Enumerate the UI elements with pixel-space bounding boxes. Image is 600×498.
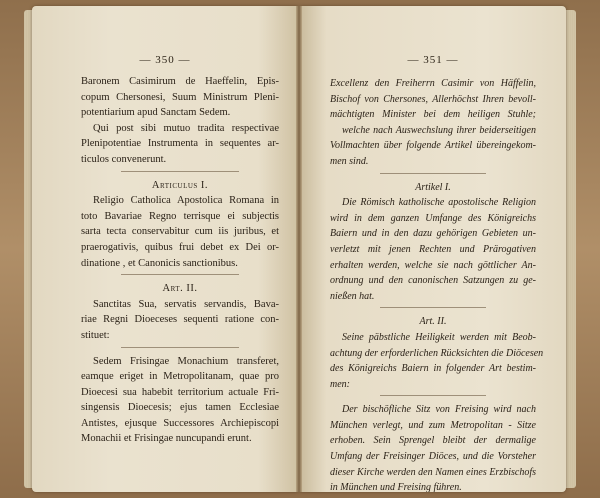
text-line: dinatione , et Canonicis sanctionibus. — [81, 257, 238, 269]
text-line: potentiarium apud Sanctam Sedem. — [81, 107, 231, 119]
section-rule — [380, 395, 486, 396]
right-page-number: — 351 — — [407, 54, 459, 66]
text-line: in München und Freising führen. — [330, 482, 462, 492]
text-line: men sind. — [330, 155, 369, 167]
text-line: Plenipotentiae Instrumenta in sequentes ar- — [81, 138, 279, 150]
article-heading: Artikel I. — [415, 181, 451, 193]
text-line: mächtigten Minister bei dem heiligen Stuhle; — [330, 109, 536, 121]
text-line: Die Römisch katholische apostolische Religion — [342, 197, 536, 209]
text-line: dieser Kirche werden den Namen eines Erzbischofs — [330, 466, 536, 478]
text-line: erhoben. Sein Sprengel bleibt der dermalige — [330, 435, 536, 447]
text-line: copum Chersonesi, Suum Ministrum Pleni- — [81, 91, 279, 103]
text-line: Seine päbstliche Heiligkeit werden mit Beob- — [342, 331, 536, 343]
section-rule — [121, 274, 239, 275]
text-line: erhalten werden, welche sie nach göttlicher An- — [330, 259, 536, 271]
text-line: Dioecesi sua habebit territorium actuale Fri- — [81, 386, 279, 398]
text-line: Bischof von Chersones, Allerhöchst Ihren bevoll- — [330, 93, 536, 105]
text-line: Qui post sibi mutuo tradita respectivae — [93, 122, 279, 134]
text-line: München verlegt, und zum Metropolitan - Sitze — [330, 419, 536, 431]
text-line: ordnung und den canonischen Satzungen zu ge- — [330, 275, 536, 287]
text-line: singensis Dioecesis; ejus tamen Ecclesiae — [81, 402, 279, 414]
text-line: Sanctitas Sua, servatis servandis, Bava- — [93, 298, 279, 310]
text-line: Umfang der Freisinger Diöces, und die Vorsteher — [330, 451, 536, 463]
text-line: Excellenz den Freiherrn Casimir von Häffelin, — [330, 78, 536, 89]
text-line: Monachii et Frisingae nuncupandi erunt. — [81, 433, 252, 445]
text-line: stituet: — [81, 329, 110, 341]
book-gutter — [296, 6, 302, 492]
text-line: Antistes, ejusque Successores Archiepiscopi — [81, 417, 279, 429]
text-line: Religio Catholica Apostolica Romana in — [93, 195, 279, 207]
text-line: sarta tecta conservabitur cum iis juribus, et — [81, 226, 279, 238]
right-page — [300, 6, 566, 492]
text-line: verletzt mit jenen Rechten und Prärogativen — [330, 243, 536, 255]
text-line: Baiern und in den dazu gehörigen Gebieten un- — [330, 228, 536, 240]
article-heading: Articulus I. — [151, 179, 209, 191]
text-line: ticulos convenerunt. — [81, 153, 167, 165]
text-line: men: — [330, 378, 350, 390]
left-page-number: — 350 — — [139, 54, 191, 66]
text-line: Vollmachten über folgende Artikel übereingekom- — [330, 140, 536, 152]
section-rule — [380, 307, 486, 308]
text-line: toto Bavariae Regno terrisque ei subjectis — [81, 210, 279, 222]
text-line: Sedem Frisingae Monachium transferet, — [93, 355, 279, 367]
text-line: praerogativis, quibus frui debet ex Dei or- — [81, 241, 279, 253]
text-line: achtung der erforderlichen Rücksichten die Diöcesen — [330, 347, 544, 359]
text-line: Baronem Casimirum de Haeffelin, Epis- — [81, 76, 279, 87]
text-line: eamque eriget in Metropolitanam, quae pro — [81, 371, 279, 383]
section-rule — [121, 347, 239, 348]
left-page — [32, 6, 298, 492]
text-line: wird in dem ganzen Umfange des Königreichs — [330, 212, 536, 224]
text-line: nießen hat. — [330, 290, 375, 302]
right-page-edges — [566, 10, 576, 488]
left-page-text — [81, 74, 279, 447]
text-line: des Königreichs Baiern in folgender Art bestim- — [330, 363, 536, 375]
text-line: welche nach Auswechslung ihrer beiderseitigen — [342, 124, 536, 136]
text-line: Der bischöfliche Sitz von Freising wird nach — [342, 404, 536, 416]
article-heading: Art. II. — [419, 316, 447, 328]
section-rule — [380, 173, 486, 174]
section-rule — [121, 171, 239, 172]
article-heading: Art. II. — [162, 283, 198, 295]
right-page-text — [330, 76, 544, 492]
text-line: riae Regni Dioeceses sequenti ratione con- — [81, 314, 279, 326]
